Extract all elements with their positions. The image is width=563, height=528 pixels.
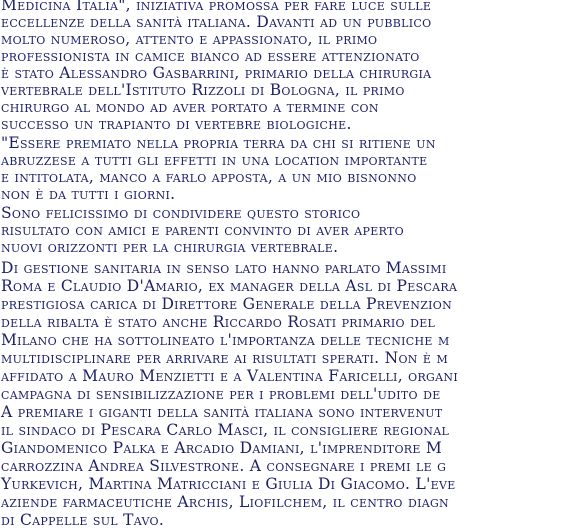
text-line: Giandomenico Palka e Arcadio Damiani, l'imprenditore M [1, 439, 443, 457]
text-line: affidato a Mauro Menzietti e a Valentina Faricelli, organi [1, 367, 458, 385]
text-line: Roma e Claudio D'Amario, ex manager della Asl di Pescara [1, 277, 458, 295]
text-line: è stato Alessandro Gasbarrini, primario della chirurgia [1, 64, 432, 82]
text-line: eccellenze della sanità italiana. Davanti ad un pubblico [1, 13, 432, 31]
text-line: A premiare i giganti della sanità italiana sono intervenut [1, 403, 443, 421]
text-line: Di gestione sanitaria in senso lato hanno parlato Massimi [1, 259, 447, 277]
text-line: prestigiosa carica di Direttore Generale della Prevenzion [1, 295, 453, 313]
text-line: della ribalta è stato anche Riccardo Rosati primario del [1, 313, 436, 331]
text-line: multidisciplinare per arrivare ai risultati sperati. Non è m [1, 349, 449, 367]
text-line: aziende farmaceutiche Archis, Liofilchem, il centro diagn [1, 493, 449, 511]
text-line: abruzzese a tutti gli effetti in una location importante [1, 151, 428, 169]
text-line: il sindaco di Pescara Carlo Masci, il consigliere regional [1, 421, 450, 439]
text-line: molto numeroso, attento e appassionato, il primo [1, 30, 378, 48]
text-line: Medicina Italia", iniziativa promossa per fare luce sulle [1, 0, 432, 14]
text-line: Yurkevich, Martina Matricciani e Giulia Di Giacomo. L'eve [1, 475, 456, 493]
text-line: Sono felicissimo di condividere questo storico [1, 204, 361, 222]
text-line: carrozzina Andrea Silvestrone. A consegnare i premi le g [1, 457, 447, 475]
text-line: chirurgo al mondo ad aver portato a termine con [1, 98, 379, 116]
text-line: Milano che ha sottolineato l'importanza delle tecniche m [1, 331, 450, 349]
text-line: risultato con amici e parenti convinto di aver aperto [1, 221, 404, 239]
text-line: vertebrale dell'Istituto Rizzoli di Bologna, il primo [1, 81, 405, 99]
text-line: professionista in camice bianco ad essere attenzionato [1, 47, 420, 65]
text-line: successo un trapianto di vertebre biologiche. [1, 115, 352, 133]
text-line: nuovi orizzonti per la chirurgia vertebrale. [1, 238, 339, 256]
text-line: "Essere premiato nella propria terra da chi si ritiene un [1, 134, 436, 152]
text-line: non è da tutti i giorni. [1, 185, 176, 203]
text-line: e intitolata, manco a farlo apposta, a un mio bisnonno [1, 168, 417, 186]
text-line: di Cappelle sul Tavo. [1, 511, 165, 528]
text-line: campagna di sensibilizzazione per i problemi dell'udito de [1, 385, 441, 403]
